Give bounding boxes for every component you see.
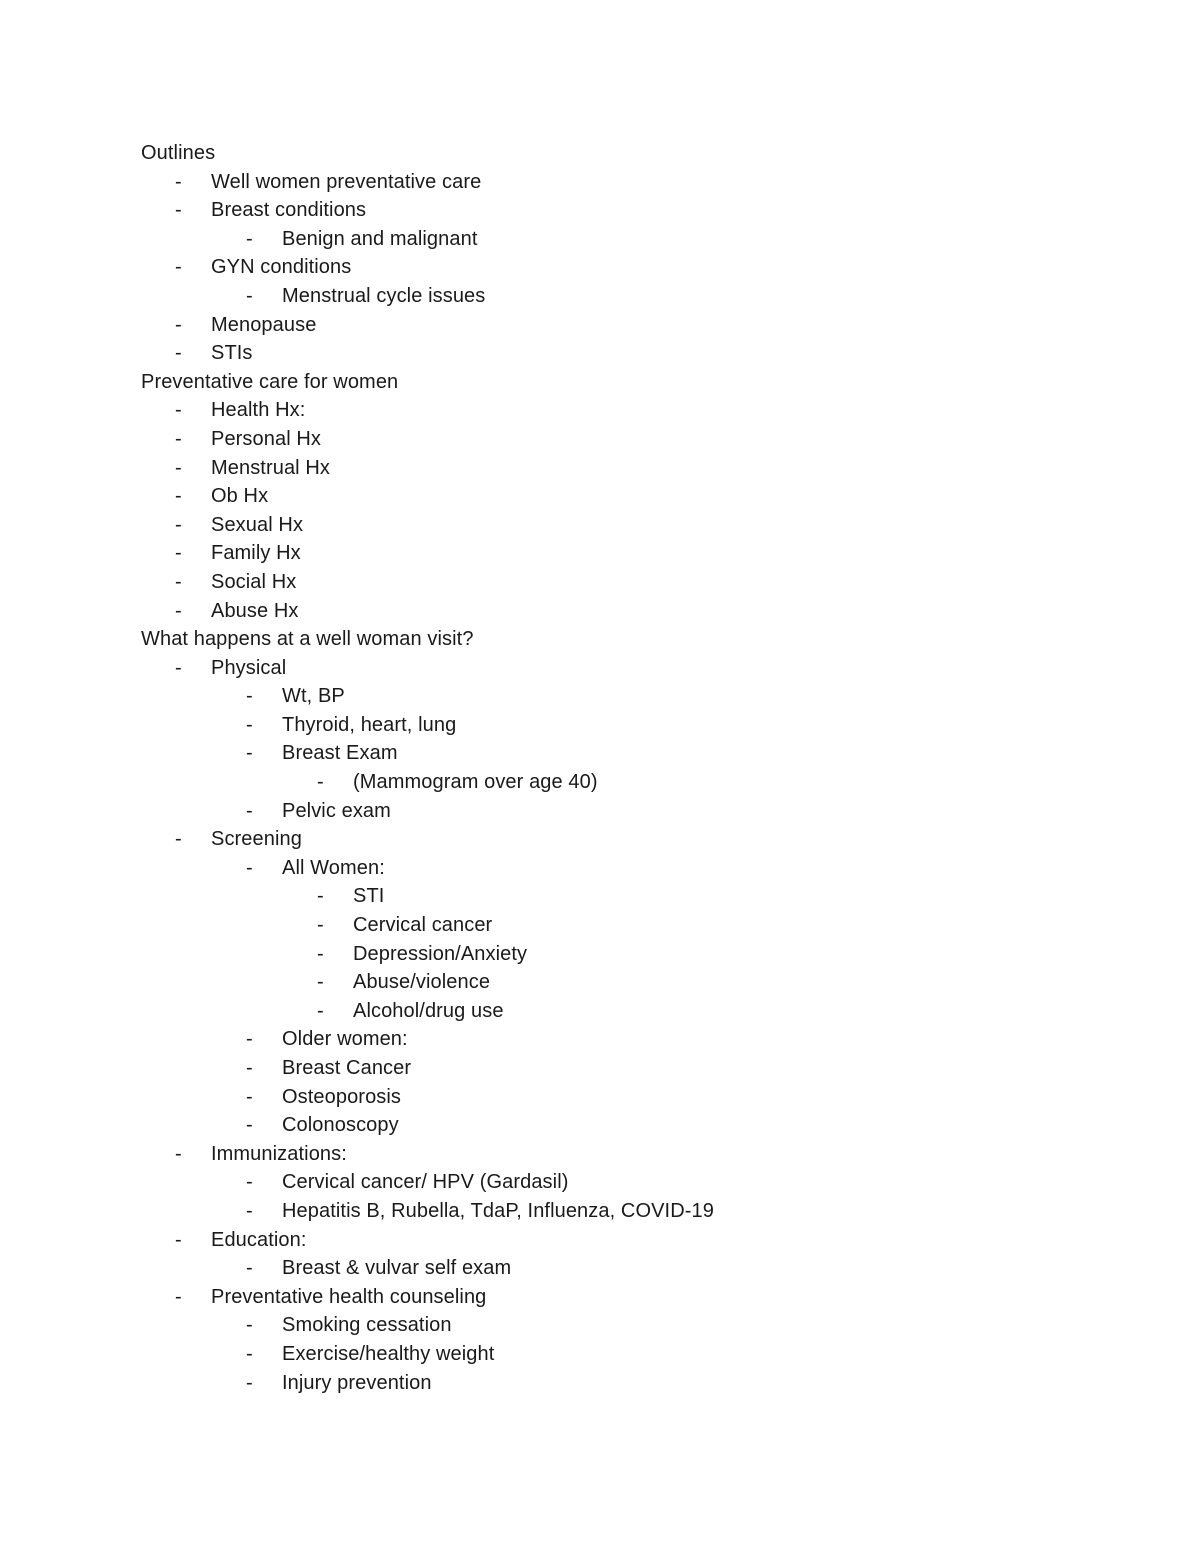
bullet-dash: -: [175, 542, 182, 565]
outline-item-level-1: [141, 253, 1141, 282]
outline-item-level-2: [141, 1111, 1141, 1140]
outline-item-text: Sexual Hx: [211, 513, 304, 536]
bullet-dash: -: [175, 427, 182, 450]
outline-item-text: STI: [353, 885, 385, 908]
outline-item-text: Colonoscopy: [282, 1114, 399, 1137]
outline-item-text: Health Hx:: [211, 399, 306, 422]
outline-item-text: Breast Exam: [282, 742, 398, 765]
outline-item-level-1: [141, 1226, 1141, 1255]
bullet-dash: -: [246, 1199, 253, 1222]
outline-item-level-1: [141, 511, 1141, 540]
outline-item-level-2: [141, 1197, 1141, 1226]
bullet-dash: -: [246, 1257, 253, 1280]
outline-item-level-1: [141, 196, 1141, 225]
outline-item-text: Cervical cancer: [353, 914, 493, 937]
section-heading: Preventative care for women: [141, 370, 399, 393]
bullet-dash: -: [175, 656, 182, 679]
outline-item-text: Family Hx: [211, 542, 301, 565]
outline-item-level-2: [141, 282, 1141, 311]
outline-item-level-2: [141, 682, 1141, 711]
outline-item-level-1: [141, 396, 1141, 425]
outline-item-level-1: [141, 1283, 1141, 1312]
section-heading: What happens at a well woman visit?: [141, 628, 474, 651]
bullet-dash: -: [317, 999, 324, 1022]
outline-item-text: Breast conditions: [211, 199, 367, 222]
outline-item-level-2: [141, 1054, 1141, 1083]
bullet-dash: -: [246, 799, 253, 822]
bullet-dash: -: [175, 513, 182, 536]
outline-item-level-2: [141, 1168, 1141, 1197]
outline-item-level-2: [141, 797, 1141, 826]
outline-item-level-3: [141, 911, 1141, 940]
outline-item-text: Osteoporosis: [282, 1085, 402, 1108]
bullet-dash: -: [175, 456, 182, 479]
outline-item-level-1: [141, 597, 1141, 626]
outline-item-text: Abuse/violence: [353, 971, 491, 994]
outline-item-level-2: [141, 739, 1141, 768]
outline-item-text: Hepatitis B, Rubella, TdaP, Influenza, COVID-19: [282, 1199, 714, 1222]
outline-item-text: Breast & vulvar self exam: [282, 1257, 512, 1280]
outline-item-text: Injury prevention: [282, 1371, 432, 1394]
outline-item-text: All Women:: [282, 856, 385, 879]
bullet-dash: -: [175, 570, 182, 593]
bullet-dash: -: [317, 942, 324, 965]
outline-item-text: Pelvic exam: [282, 799, 391, 822]
bullet-dash: -: [246, 1314, 253, 1337]
bullet-dash: -: [175, 399, 182, 422]
bullet-dash: -: [175, 313, 182, 336]
outline-item-level-2: [141, 1340, 1141, 1369]
bullet-dash: -: [246, 1171, 253, 1194]
outline-item-text: Older women:: [282, 1028, 408, 1051]
outline-item-level-2: [141, 1083, 1141, 1112]
outline-item-level-3: [141, 882, 1141, 911]
outline-item-text: Personal Hx: [211, 427, 322, 450]
outline-item-level-3: [141, 940, 1141, 969]
section-heading: Outlines: [141, 142, 216, 164]
bullet-dash: -: [317, 771, 324, 794]
outline-item-text: Ob Hx: [211, 485, 269, 508]
outline-item-level-1: [141, 425, 1141, 454]
outline-item-level-1: [141, 1140, 1141, 1169]
outline-item-text: Benign and malignant: [282, 227, 478, 250]
outline-item-text: Wt, BP: [282, 685, 345, 708]
outline-item-text: Menopause: [211, 313, 317, 336]
outline-item-text: Breast Cancer: [282, 1057, 412, 1079]
outline-item-text: (Mammogram over age 40): [353, 771, 598, 794]
outline-item-text: STIs: [211, 342, 253, 365]
outline-item-level-3: [141, 768, 1141, 797]
bullet-dash: -: [246, 1114, 253, 1137]
bullet-dash: -: [246, 685, 253, 708]
outline-item-text: Menstrual cycle issues: [282, 284, 486, 307]
outline-item-text: Screening: [211, 828, 302, 851]
outline-item-text: Physical: [211, 656, 287, 679]
outline-item-level-1: [141, 482, 1141, 511]
outline-item-text: Well women preventative care: [211, 170, 482, 193]
bullet-dash: -: [175, 342, 182, 365]
outline-item-text: Social Hx: [211, 570, 297, 593]
outline-item-level-2: [141, 1369, 1141, 1398]
outline-item-level-1: [141, 539, 1141, 568]
bullet-dash: -: [317, 914, 324, 937]
outline-item-text: Menstrual Hx: [211, 456, 331, 479]
bullet-dash: -: [175, 256, 182, 279]
outline-item-level-2: [141, 1254, 1141, 1283]
outline-item-text: Education:: [211, 1228, 307, 1251]
outline-item-level-2: [141, 854, 1141, 883]
outline-item-text: Thyroid, heart, lung: [282, 713, 457, 736]
bullet-dash: -: [246, 1057, 253, 1079]
bullet-dash: -: [175, 1142, 182, 1165]
bullet-dash: -: [246, 284, 253, 307]
bullet-dash: -: [246, 1371, 253, 1394]
outline-item-level-1: [141, 654, 1141, 683]
bullet-dash: -: [317, 885, 324, 908]
outline-item-level-2: [141, 1025, 1141, 1054]
outline-item-level-1: [141, 568, 1141, 597]
outline-item-level-1: [141, 454, 1141, 483]
outline-item-level-2: [141, 225, 1141, 254]
bullet-dash: -: [246, 713, 253, 736]
outline-item-level-3: [141, 997, 1141, 1026]
bullet-dash: -: [246, 227, 253, 250]
outline-item-text: Preventative health counseling: [211, 1285, 487, 1308]
bullet-dash: -: [175, 1228, 182, 1251]
outline-item-level-1: [141, 168, 1141, 197]
outline-item-text: GYN conditions: [211, 256, 352, 279]
bullet-dash: -: [246, 1342, 253, 1365]
outline-item-text: Alcohol/drug use: [353, 999, 504, 1022]
bullet-dash: -: [317, 971, 324, 994]
outline-item-text: Abuse Hx: [211, 599, 299, 622]
outline-item-text: Exercise/healthy weight: [282, 1342, 495, 1365]
bullet-dash: -: [175, 485, 182, 508]
outline-item-level-2: [141, 1311, 1141, 1340]
bullet-dash: -: [246, 1028, 253, 1051]
outline-item-text: Smoking cessation: [282, 1314, 452, 1337]
outline-item-level-3: [141, 968, 1141, 997]
bullet-dash: -: [246, 856, 253, 879]
outline-item-text: Cervical cancer/ HPV (Gardasil): [282, 1171, 569, 1194]
bullet-dash: -: [246, 742, 253, 765]
bullet-dash: -: [175, 828, 182, 851]
bullet-dash: -: [246, 1085, 253, 1108]
outline-item-level-1: [141, 311, 1141, 340]
bullet-dash: -: [175, 199, 182, 222]
outline-item-text: Immunizations:: [211, 1142, 347, 1165]
bullet-dash: -: [175, 599, 182, 622]
document-body: [141, 139, 1141, 1397]
bullet-dash: -: [175, 170, 182, 193]
outline-item-level-2: [141, 711, 1141, 740]
outline-item-level-1: [141, 825, 1141, 854]
bullet-dash: -: [175, 1285, 182, 1308]
outline-item-level-1: [141, 339, 1141, 368]
outline-item-text: Depression/Anxiety: [353, 942, 528, 965]
